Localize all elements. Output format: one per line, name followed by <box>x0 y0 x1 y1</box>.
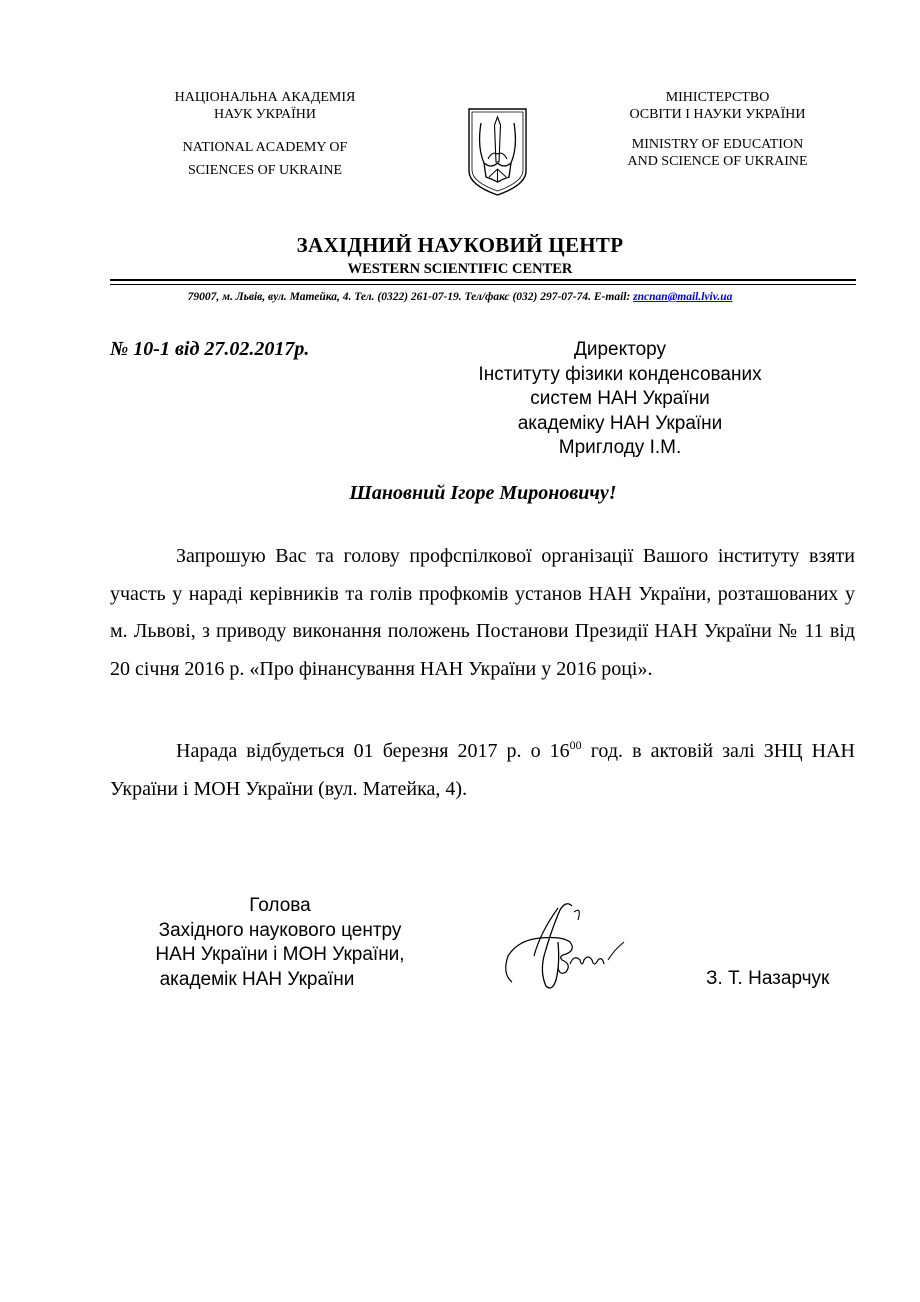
addressee-line1: Директору <box>573 339 667 360</box>
org-address: 79007, м. Львів, вул. Матейка, 4. Тел. (0322) 261-07-19. Тел/факс (032) 297-07-74. E-mail: <box>187 291 631 303</box>
signatory-name: З. Т. Назарчук <box>706 968 830 989</box>
salutation: Шановний Ігоре Мироновичу! <box>349 482 617 504</box>
signatory-line2: Західного наукового центру <box>158 919 402 941</box>
header-right-line2: ОСВІТИ І НАУКИ УКРАЇНИ <box>629 107 806 122</box>
header-left-line2: НАУК УКРАЇНИ <box>214 107 316 122</box>
header-left-en <box>150 136 380 182</box>
paragraph2-time-minutes: 00 <box>569 738 582 752</box>
header-rule-thick <box>110 279 856 281</box>
addressee-line4: академіку НАН України <box>517 412 723 434</box>
header-right-line4: AND SCIENCE OF UKRAINE <box>627 154 808 169</box>
body-paragraph-1: Запрошую Вас та голову профспілкової організації Вашого інституту взяти участь у нараді керівників та голів профкомів установ НАН України, розташованих у м. Львові, з приводу виконання положень Постанови Президії НАН України № 11 від 20 січня 2016 р. «Про фінансування НАН України у 2016 році». <box>110 545 855 680</box>
header-left-line1: НАЦІОНАЛЬНА АКАДЕМІЯ <box>174 90 356 105</box>
header-left-line3: NATIONAL ACADEMY OF <box>182 140 348 155</box>
letter-ref-number: № 10-1 від 27.02.2017р. <box>110 338 310 360</box>
header-right-ua <box>600 89 835 123</box>
org-address-line <box>0 291 920 303</box>
org-title-ua: ЗАХІДНИЙ НАУКОВИЙ ЦЕНТР <box>296 233 624 257</box>
header-rule-thin <box>110 284 856 285</box>
addressee-line3: систем НАН України <box>530 388 710 409</box>
org-title-en: WESTERN SCIENTIFIC CENTER <box>347 261 573 277</box>
header-right-en <box>600 136 835 170</box>
header-right-line1: МІНІСТЕРСТВО <box>665 90 770 105</box>
header-right-line3: MINISTRY OF EDUCATION <box>631 137 804 152</box>
header-left-line4: SCIENCES OF UKRAINE <box>187 163 342 178</box>
trident-coat-of-arms-icon <box>467 107 528 197</box>
signatory-line4: академік НАН України <box>159 968 355 990</box>
signatory-line1: Голова <box>249 895 311 916</box>
signatory-line3: НАН України і МОН України, <box>155 944 405 965</box>
addressee-block <box>440 338 800 461</box>
header-left-ua <box>150 89 380 123</box>
paragraph2-after: год. в актовій залі ЗНЦ НАН України і МОН України (вул. Матейка, 4). <box>110 740 855 800</box>
org-email-link[interactable]: zncnan@mail.lviv.ua <box>633 291 733 303</box>
addressee-line5: Мриглоду І.М. <box>558 437 682 458</box>
handwritten-signature <box>500 898 630 998</box>
signatory-title-block <box>120 894 440 992</box>
addressee-line2: Інституту фізики конденсованих <box>478 363 762 385</box>
body-paragraph-2 <box>110 733 855 808</box>
paragraph2-before: Нарада відбудеться 01 березня 2017 р. о 16 <box>176 740 570 762</box>
